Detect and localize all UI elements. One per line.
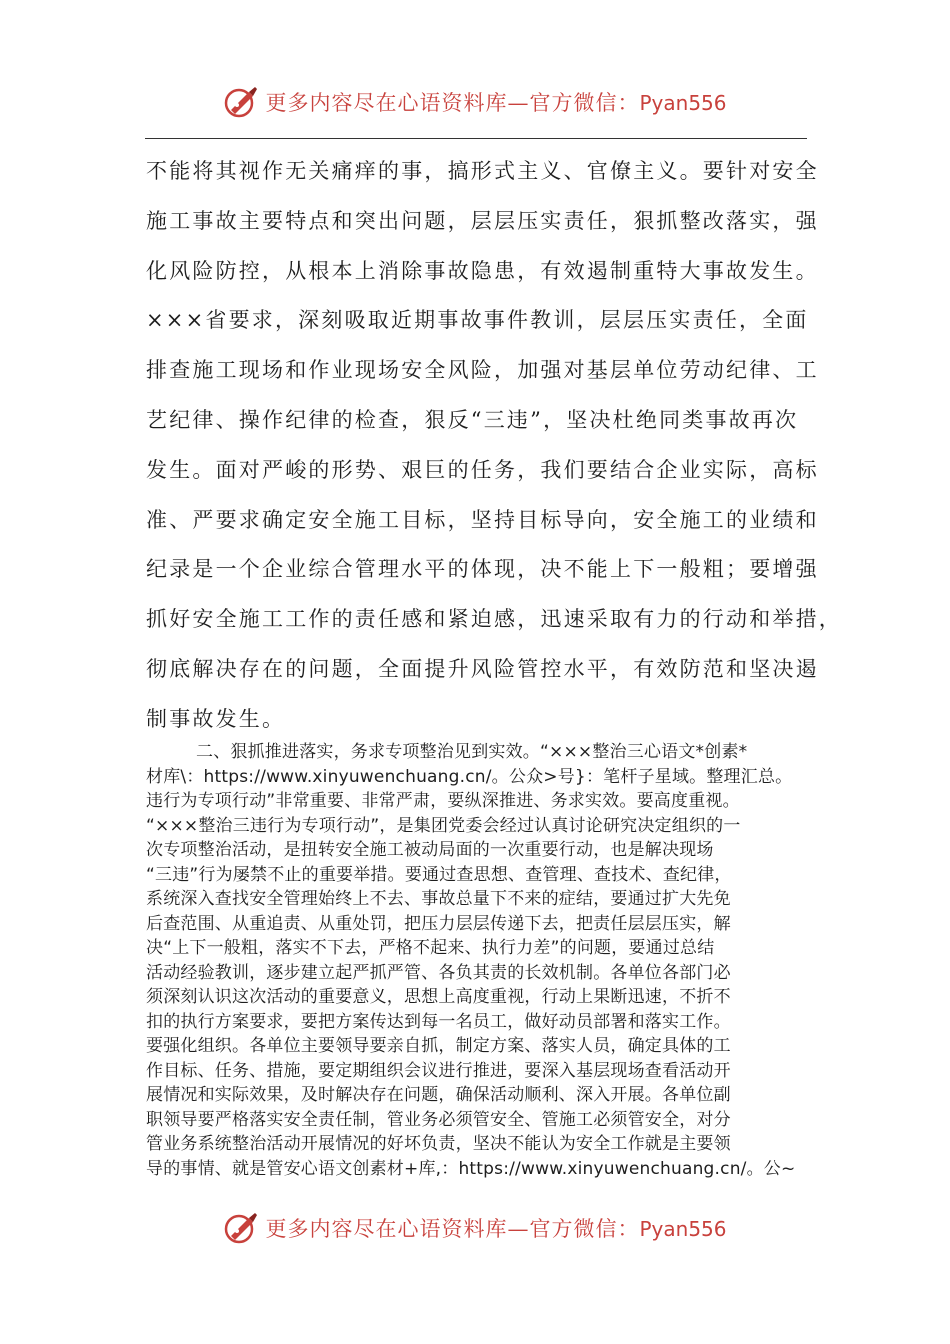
text-line: 制事故发生。 (146, 706, 286, 731)
wechat-id: Pyan556 (639, 91, 727, 115)
text-line: 施工事故主要特点和突出问题，层层压实责任，狠抓整改落实，强 (146, 208, 819, 233)
text-line: 导的事情、就是管安心语文创素材+库,：https://www.xinyuwenchuang.cn/。公~ (146, 1158, 796, 1179)
text-line: 抓好安全施工工作的责任感和紧迫感，迅速采取有力的行动和举措， (146, 607, 842, 632)
pen-logo-icon (223, 84, 259, 120)
spaced-paragraph (146, 147, 842, 745)
text-line: “三违”行为屡禁不止的重要举措。要通过查思想、查管理、查技术、查纪律， (146, 864, 732, 885)
text-line: 作目标、任务、措施，要定期组织会议进行推进，要深入基层现场查看活动开 (146, 1060, 731, 1081)
text-line: 材库\：https://www.xinyuwenchuang.cn/。公众>号}：笔杆子星域。整理汇总。 (146, 766, 793, 787)
text-line: 准、严要求确定安全施工目标，坚持目标导向，安全施工的业绩和 (146, 507, 819, 532)
text-line: 活动经验教训，逐步建立起严抓严管、各负其责的长效机制。各单位各部门必 (146, 962, 731, 983)
text-line: 二、狠抓推进落实，务求专项整治见到实效。“×××整治三心语文*创素* (196, 742, 748, 762)
text-line: 管业务系统整治活动开展情况的好坏负责，坚决不能认为安全工作就是主要领 (146, 1134, 731, 1154)
text-line: 须深刻认识这次活动的重要意义，思想上高度重视，行动上果断迅速，不折不 (146, 987, 731, 1007)
banner-text: 更多内容尽在心语资料库—官方微信：Pyan556 (265, 91, 727, 115)
text-line: 彻底解决存在的问题，全面提升风险管控水平，有效防范和坚决遏 (146, 656, 819, 681)
wechat-id: Pyan556 (639, 1217, 727, 1241)
text-line: 艺纪律、操作纪律的检查，狠反“三违”，坚决杜绝同类事故再次 (146, 407, 799, 432)
text-line: 要强化组织。各单位主要领导要亲自抓，制定方案、落实人员，确定具体的工 (146, 1036, 731, 1056)
text-line: 不能将其视作无关痛痒的事，搞形式主义、官僚主义。要针对安全 (146, 159, 819, 183)
text-line: “×××整治三违行为专项行动”，是集团党委会经过认真讨论研究决定组织的一 (146, 815, 741, 836)
text-line: 违行为专项行动”非常重要、非常严肃，要纵深推进、务求实效。要高度重视。 (146, 791, 740, 811)
header-banner (0, 82, 950, 122)
text-line: 排查施工现场和作业现场安全风险，加强对基层单位劳动纪律、工 (146, 358, 819, 383)
pen-logo-icon (223, 1210, 259, 1246)
text-line: 扣的执行方案要求，要把方案传达到每一名员工，做好动员部署和落实工作。 (146, 1011, 731, 1032)
text-line: 系统深入查找安全管理始终上不去、事故总量下不来的症结，要通过扩大先免 (146, 889, 731, 909)
text-line: 次专项整治活动，是扭转安全施工被动局面的一次重要行动，也是解决现场 (146, 840, 714, 860)
dense-paragraph (146, 740, 811, 1181)
text-line: 决“上下一般粗，落实不下去，严格不起来、执行力差”的问题，要通过总结 (146, 938, 715, 958)
text-line: 纪录是一个企业综合管理水平的体现，决不能上下一般粗；要增强 (146, 557, 819, 582)
text-line: 发生。面对严峻的形势、艰巨的任务，我们要结合企业实际，高标 (146, 457, 819, 482)
footer-banner (0, 1208, 950, 1248)
text-line: 展情况和实际效果，及时解决存在问题，确保活动顺利、深入开展。各单位副 (146, 1085, 731, 1105)
text-line: 职领导要严格落实安全责任制，管业务必须管安全、管施工必须管安全，对分 (146, 1109, 731, 1130)
text-line: 后查范围、从重追责、从重处罚，把压力层层传递下去，把责任层层压实，解 (146, 913, 731, 934)
header-divider (145, 138, 807, 139)
text-line: 化风险防控，从根本上消除事故隐患，有效遏制重特大事故发生。 (146, 258, 819, 283)
text-line: ×××省要求，深刻吸取近期事故事件教训，层层压实责任，全面 (146, 308, 809, 333)
banner-text: 更多内容尽在心语资料库—官方微信：Pyan556 (265, 1217, 727, 1241)
